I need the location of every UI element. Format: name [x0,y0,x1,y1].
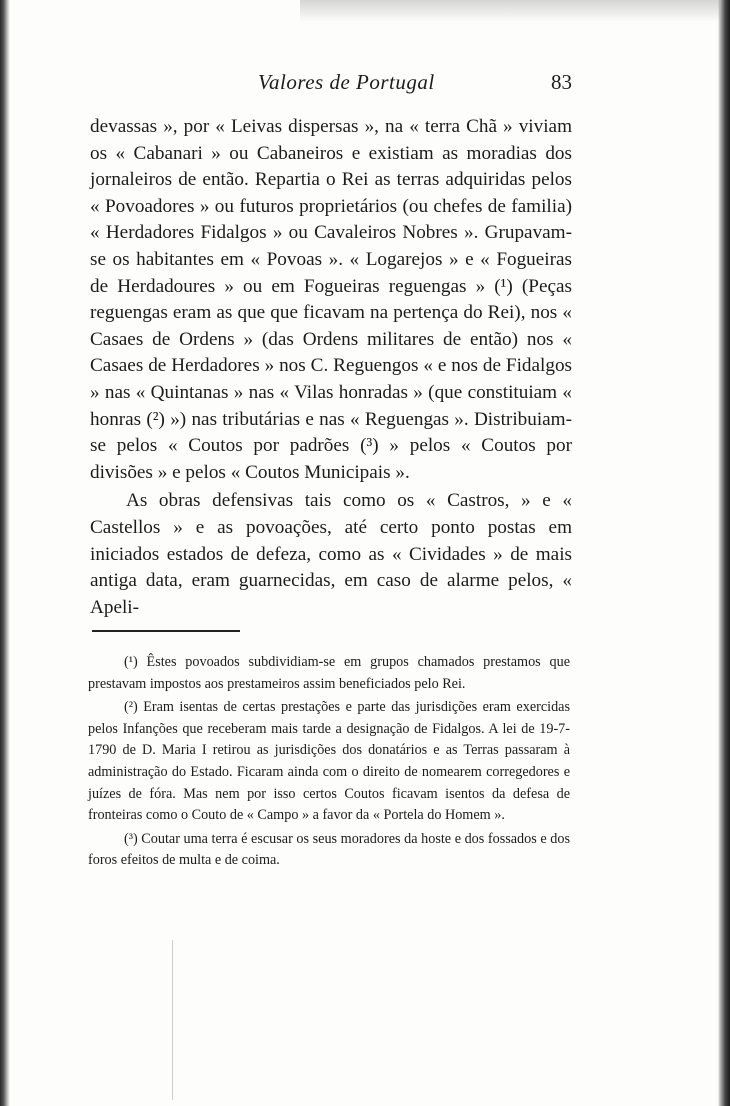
page-top-edge-shadow [300,0,720,22]
running-header [90,66,572,96]
page-right-edge-shadow [718,0,730,1106]
footnotes [88,652,570,874]
page-left-edge-shadow [0,0,10,1106]
main-text [90,114,572,621]
footnote: (³) Coutar uma terra é escusar os seus moradores da hoste e dos fossados e dos foros efeitos de multa e de coima. [88,830,570,869]
paragraph: As obras defensivas tais como os « Castros, » e « Castellos » e as povoações, até certo ponto postas em iniciados estados de defeza, como as « Cividades » de mais antiga data, eram guarnecidas, em caso de alarme pelos, « Apeli- [90,490,572,618]
page-number: 83 [551,70,572,94]
footnote: (²) Eram isentas de certas prestações e parte das jurisdições eram exercidas pelos Infanções que receberam mais tarde a designação de Fidalgos. A lei de 19-7-1790 de D. Maria I retirou as jurisdições dos donatários e as Terras passaram à administração do Estado. Ficaram ainda com o direito de nomearem corregedores e juízes de fóra. Mas nem por isso certos Coutos ficavam isentos da defesa de fronteiras como o Couto de « Campo » a favor da « Portela do Homem ». [88,699,570,824]
running-title: Valores de Portugal [258,70,435,94]
footnote: (¹) Êstes povoados subdividiam-se em grupos chamados prestamos que prestavam impostos aos prestameiros assim beneficiados pelo Rei. [88,654,570,692]
paragraph: devassas », por « Leivas dispersas », na « terra Chã » viviam os « Cabanari » ou Cabaneiros e existiam as moradias dos jornaleiros de então. Repartia o Rei as terras adquiridas pelos « Povoadores » ou futuros proprietários (ou chefes de familia) « Herdadores Fidalgos » ou Cavaleiros Nobres ». Grupavam-se os habitantes em « Povoas ». « Logarejos » e « Fogueiras de Herdadoures » ou em Fogueiras reguengas » (¹) (Peças reguengas eram as que que ficavam na pertença do Rei), nos « Casaes de Ordens » (das Ordens militares de então) nos « Casaes de Herdadores » nos C. Reguengos « e nos de Fidalgos » nas « Quintanas » nas « Vilas honradas » (que constituiam « honras (²) ») nas tributárias e nas « Reguengas ». Distribuiam-se pelos « Coutos por padrões (³) » pelos « Coutos por divisões » e pelos « Coutos Municipais ». [90,116,572,483]
page-crease [172,940,173,1100]
footnote-separator [92,630,240,632]
